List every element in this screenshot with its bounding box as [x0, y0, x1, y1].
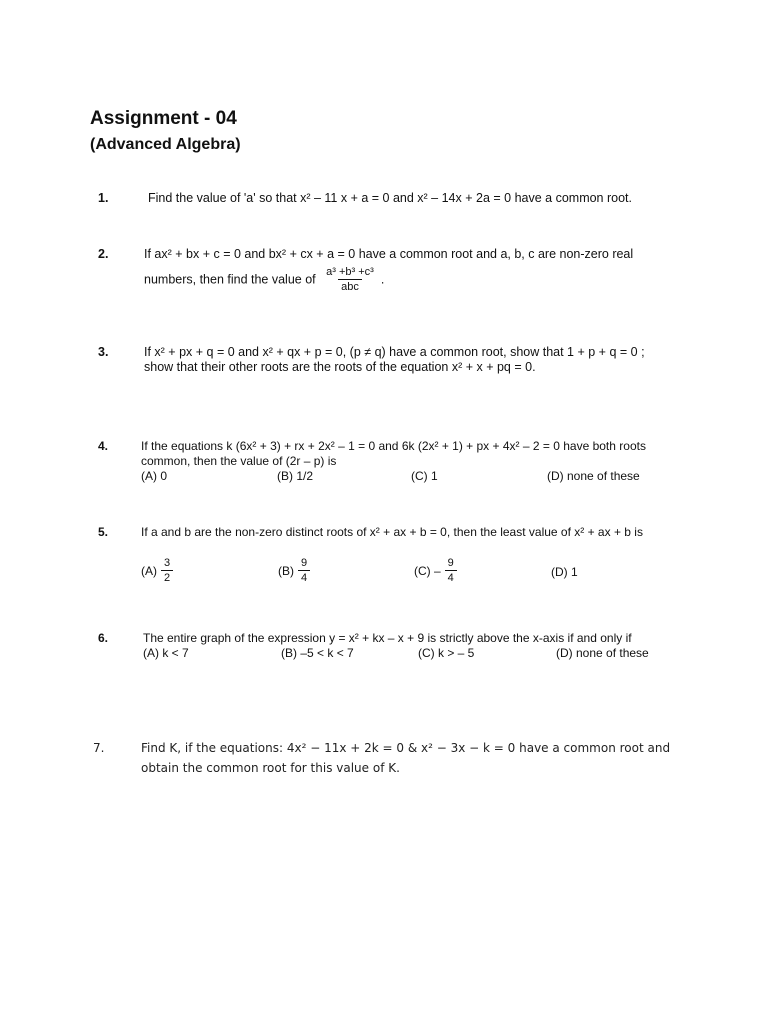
- option-a: (A) 0: [141, 469, 168, 483]
- question-number: 7.: [93, 741, 105, 755]
- fraction: [298, 557, 310, 585]
- question-text: The entire graph of the expression y = x² + kx – x + 9 is strictly above the x-axis if and only if: [143, 631, 632, 645]
- option-b: (B) 1/2: [277, 469, 314, 483]
- fraction: [323, 266, 377, 294]
- option-c: (C) 1: [411, 469, 438, 483]
- fraction-numerator: 9: [447, 557, 454, 569]
- option-c: [414, 557, 461, 585]
- question-text-continued: common, then the value of (2r – p) is: [141, 454, 337, 468]
- question-text-continued: obtain the common root for this value of K.: [141, 761, 400, 775]
- sentence-end: .: [380, 272, 385, 287]
- answer-options: [141, 557, 681, 589]
- question-text: If a and b are the non-zero distinct roots of x² + ax + b = 0, then the least value of x² + ax + b is: [141, 525, 643, 539]
- page-subtitle: (Advanced Algebra): [90, 136, 241, 153]
- fraction-numerator: 3: [164, 557, 171, 569]
- option-a: [141, 557, 177, 585]
- question-text-continued: show that their other roots are the roots of the equation x² + x + pq = 0.: [144, 360, 536, 374]
- option-a: (A) k < 7: [143, 646, 189, 660]
- fraction-denominator: 4: [298, 570, 310, 585]
- fraction-denominator: 2: [161, 570, 173, 585]
- option-d: (D) 1: [551, 565, 578, 579]
- question-text: If x² + px + q = 0 and x² + qx + p = 0, (p ≠ q) have a common root, show that 1 + p + q = 0 ;: [144, 345, 645, 359]
- question-number: 2.: [98, 247, 109, 261]
- option-d: (D) none of these: [556, 646, 649, 660]
- option-c: (C) k > – 5: [418, 646, 475, 660]
- fraction-denominator: 4: [445, 570, 457, 585]
- option-b: (B) –5 < k < 7: [281, 646, 354, 660]
- question-number: 3.: [98, 345, 109, 359]
- page-title: Assignment - 04: [90, 108, 237, 129]
- option-label: (A): [141, 563, 157, 578]
- answer-options: [141, 469, 681, 487]
- question-number: 6.: [98, 631, 109, 645]
- option-d: (D) none of these: [547, 469, 640, 483]
- option-b: [278, 557, 314, 585]
- fraction-numerator: a³ +b³ +c³: [326, 266, 374, 278]
- question-text: Find K, if the equations: 4x² − 11x + 2k = 0 & x² − 3x − k = 0 have a common root and: [141, 741, 671, 755]
- fraction: [161, 557, 173, 585]
- question-number: 1.: [98, 191, 109, 205]
- question-text-continued: numbers, then find the value of: [144, 272, 316, 287]
- question-text: Find the value of 'a' so that x² – 11 x + a = 0 and x² – 14x + 2a = 0 have a common root.: [148, 191, 632, 205]
- option-label: (C) –: [414, 563, 441, 578]
- question-text: If the equations k (6x² + 3) + rx + 2x² – 1 = 0 and 6k (2x² + 1) + px + 4x² – 2 = 0 have both roots: [141, 439, 646, 453]
- answer-options: [143, 646, 683, 664]
- fraction: [445, 557, 457, 585]
- fraction-denominator: abc: [338, 279, 362, 294]
- question-text: If ax² + bx + c = 0 and bx² + cx + a = 0 have a common root and a, b, c are non-zero real: [144, 247, 634, 261]
- option-label: (B): [278, 563, 294, 578]
- question-number: 4.: [98, 439, 109, 453]
- fraction-numerator: 9: [301, 557, 308, 569]
- question-number: 5.: [98, 525, 109, 539]
